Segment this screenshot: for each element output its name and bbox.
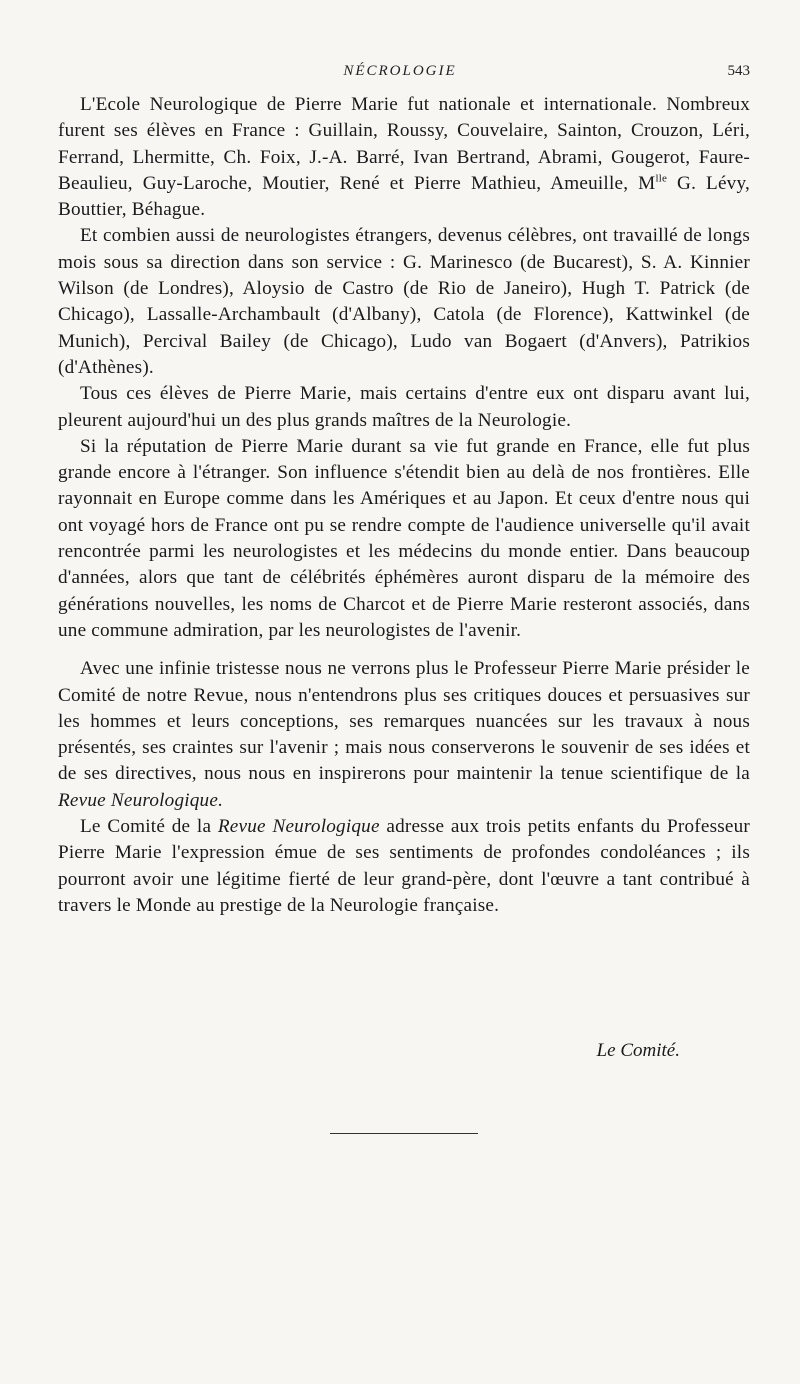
paragraph-students-france	[58, 92, 750, 223]
article-body	[58, 92, 750, 919]
paragraph-text: adresse aux trois petits enfants du Professeur Pierre Marie l'expression émue de ses sentiments de profondes condoléances ; ils pourront avoir une légitime fierté de leur grand-père, dont l'œuvre a tant contribué à travers le Monde au prestige de la Neurologie française.	[58, 816, 751, 916]
journal-name: Revue Neurologique.	[58, 789, 224, 811]
page-number: 543	[727, 63, 750, 79]
running-header-title: NÉCROLOGIE	[343, 63, 457, 79]
paragraph-reputation: Si la réputation de Pierre Marie durant sa vie fut grande en France, elle fut plus grande encore à l'étranger. Son influence s'étendit bien au delà de nos frontières. Elle rayonnait en Europe comme dans les Amériques et au Japon. Et ceux d'entre nous qui ont voyagé hors de France ont pu se rendre compte de l'audience universelle qu'il avait rencontrée parmi les neurologistes et les médecins du monde entier. Dans beaucoup d'années, alors que tant de célébrités éphémères auront disparu de la mémoire des générations nouvelles, les noms de Charcot et de Pierre Marie resteront associés, dans une commune admiration, par les neurologistes de l'avenir.	[58, 435, 750, 641]
superscript-mlle: lle	[655, 172, 668, 185]
paragraph-tristesse	[58, 656, 750, 814]
signature: Le Comité.	[596, 1040, 680, 1061]
paragraph-text: L'Ecole Neurologique de Pierre Marie fut nationale et internationale. Nombreux furent ses élèves en France : Guillain, Roussy, Couvelaire, Sainton, Crouzon, Léri, Ferrand, Lhermitte, Ch. Foix, J.-A. Barré, Ivan Bertrand, Abrami, Gougerot, Faure-Beaulieu, Guy-Laroche, Moutier, René et Pierre Mathieu, Ameuille, M	[58, 94, 750, 194]
paragraph-text: G. Lévy, Bouttier, Béhague.	[58, 172, 750, 221]
journal-name: Revue Neurologique	[217, 816, 380, 838]
paragraph-text: Avec une infinie tristesse nous ne verrons plus le Professeur Pierre Marie présider le Comité de notre Revue, nous n'entendrons plus ses critiques douces et persuasives sur les hommes et leurs conceptions, ses remarques nuancées sur les travaux à nous présentés, ses craintes sur l'avenir ; mais nous conserverons le souvenir de ses idées et de ses directives, nous nous en inspirerons pour maintenir la tenue scientifique de la	[58, 658, 750, 785]
paragraph-text: Le Comité de la	[80, 816, 218, 838]
section-divider	[330, 1133, 478, 1134]
paragraph-condolences	[58, 814, 750, 919]
paragraph-foreign-students: Et combien aussi de neurologistes étrangers, devenus célèbres, ont travaillé de longs mois sous sa direction dans son service : G. Marinesco (de Bucarest), S. A. Kinnier Wilson (de Londres), Aloysio de Castro (de Rio de Janeiro), Hugh T. Patrick (de Chicago), Lassalle-Archambault (d'Albany), Catola (de Florence), Kattwinkel (de Munich), Percival Bailey (de Chicago), Ludo van Bogaert (d'Anvers), Patrikios (d'Athènes).	[58, 225, 750, 378]
paragraph-mourning: Tous ces élèves de Pierre Marie, mais certains d'entre eux ont disparu avant lui, pleurent aujourd'hui un des plus grands maîtres de la Neurologie.	[58, 383, 750, 431]
